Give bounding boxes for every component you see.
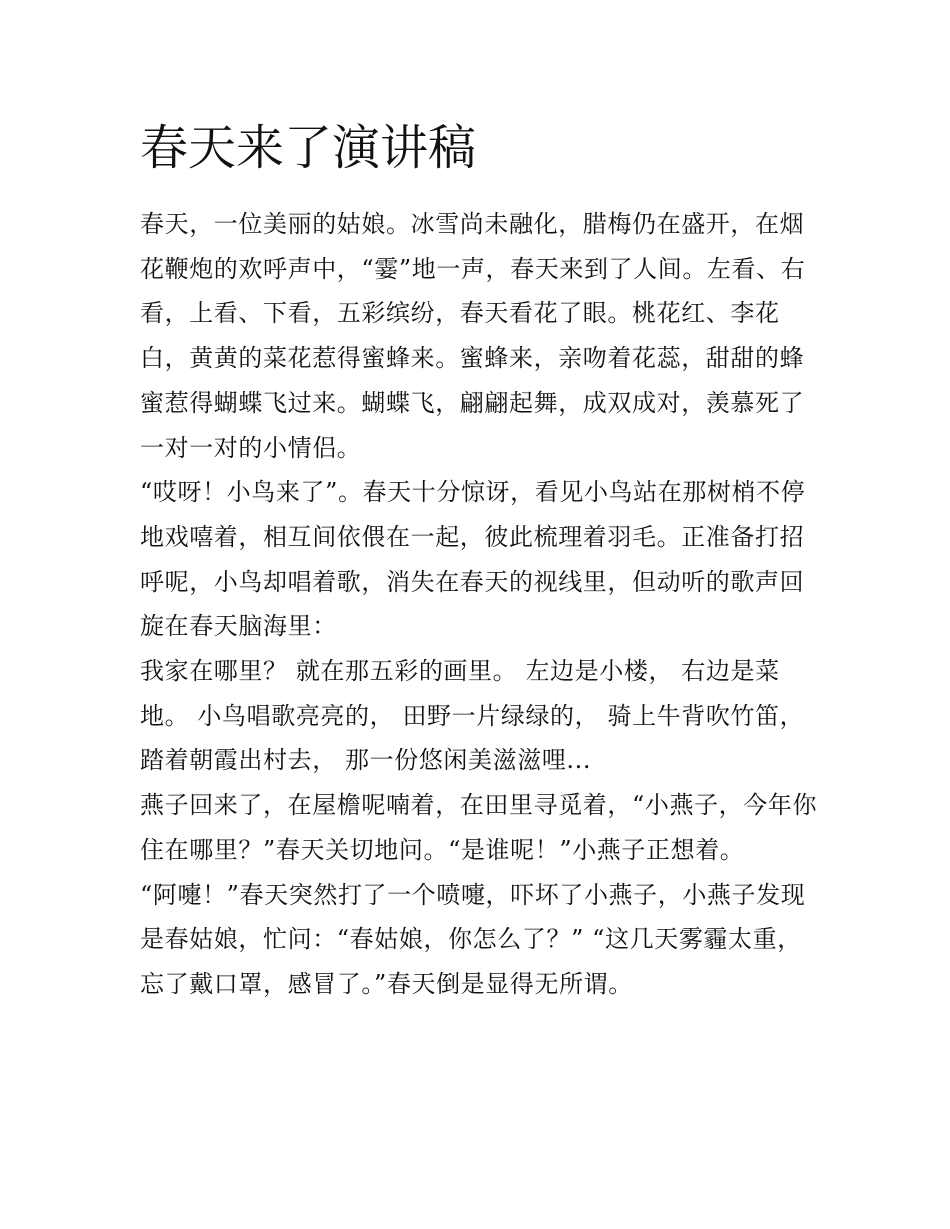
document-content [140,118,820,1007]
document-body [140,202,820,1007]
paragraph-3: 我家在哪里？ 就在那五彩的画里。 左边是小楼， 右边是菜地。 小鸟唱歌亮亮的， 田野一片绿绿的， 骑上牛背吹竹笛，踏着朝霞出村去， 那一份悠闲美滋滋哩... [140,657,805,775]
paragraph-4: 燕子回来了，在屋檐呢喃着，在田里寻觅着，“小燕子，今年你住在哪里？”春天关切地问。“是谁呢！”小燕子正想着。 [140,791,818,864]
paragraph-2: “哎呀！小鸟来了”。春天十分惊讶，看见小鸟站在那树梢不停地戏嘻着，相互间依偎在一起，彼此梳理着羽毛。正准备打招呼呢，小鸟却唱着歌，消失在春天的视线里，但动听的歌声回旋在春天脑海里： [140,478,806,641]
paragraph-5: “阿嚏！”春天突然打了一个喷嚏，吓坏了小燕子，小燕子发现是春姑娘，忙问：“春姑娘，你怎么了？” “这几天雾霾太重，忘了戴口罩，感冒了。”春天倒是显得无所谓。 [140,880,806,998]
paragraph-1: 春天，一位美丽的姑娘。冰雪尚未融化，腊梅仍在盛开，在烟花鞭炮的欢呼声中，“霎”地一声，春天来到了人间。左看、右看，上看、下看，五彩缤纷，春天看花了眼。桃花红、李花白，黄黄的菜花惹得蜜蜂来。蜜蜂来，亲吻着花蕊，甜甜的蜂蜜惹得蝴蝶飞过来。蝴蝶飞，翩翩起舞，成双成对，羡慕死了一对一对的小情侣。 [140,210,806,462]
document-title: 春天来了演讲稿 [140,120,477,176]
